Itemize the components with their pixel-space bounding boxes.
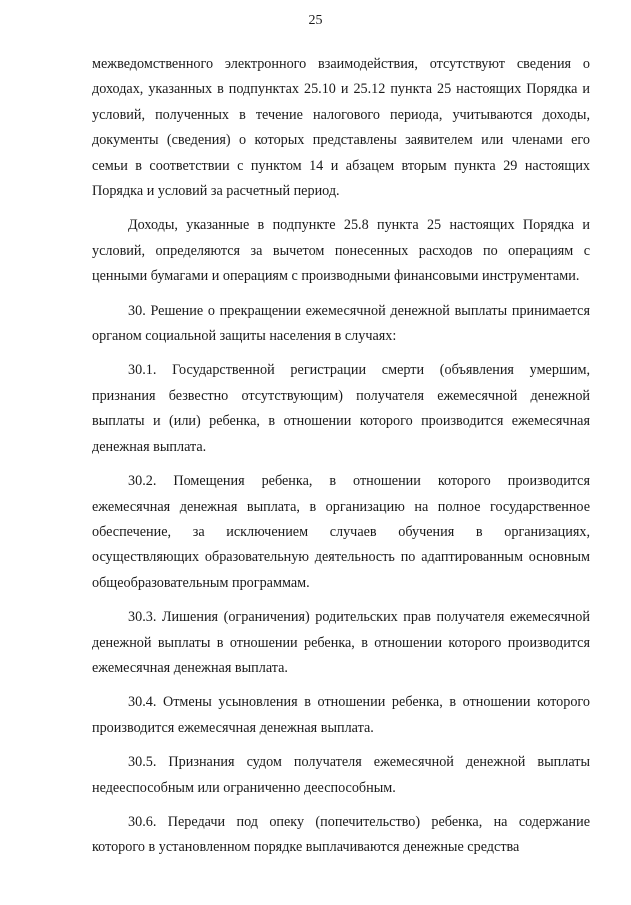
paragraph-30-2: 30.2. Помещения ребенка, в отношении которого производится ежемесячная денежная выплата, в организацию на полное государственное обеспечение, за исключением случаев обучения в организациях, осуществляющих образовательную деятельность по адаптированным основным общеобразовательным программам. [92, 473, 590, 591]
paragraph-30-6: 30.6. Передачи под опеку (попечительство) ребенка, на содержание которого в установленном порядке выплачиваются денежные средства [92, 813, 590, 856]
paragraph-30-4: 30.4. Отмены усыновления в отношении ребенка, в отношении которого производится ежемесячная денежная выплата. [92, 694, 590, 736]
page-number: 25 [308, 13, 323, 28]
paragraph-continuation: межведомственного электронного взаимодействия, отсутствуют сведения о доходах, указанных в подпунктах 25.10 и 25.12 пункта 25 настоящих Порядка и условий, полученных в течение налогового периода, учитываются доходы, документы (сведения) о которых представлены заявителем или членами его семьи в соответствии с пунктом 14 и абзацем вторым пункта 29 настоящих Порядка и условий за расчетный период. [92, 56, 590, 200]
paragraph-income-deduction: Доходы, указанные в подпункте 25.8 пункта 25 настоящих Порядка и условий, определяются за вычетом понесенных расходов по операциям с ценными бумагами и операциям с производными финансовыми инструментами. [92, 217, 590, 285]
paragraph-30: 30. Решение о прекращении ежемесячной денежной выплаты принимается органом социальной защиты населения в случаях: [92, 302, 590, 345]
paragraph-30-3: 30.3. Лишения (ограничения) родительских прав получателя ежемесячной денежной выплаты в отношении ребенка, в отношении которого производится ежемесячная денежная выплата. [92, 609, 590, 676]
body-text [92, 52, 590, 870]
paragraph-30-1: 30.1. Государственной регистрации смерти (объявления умершим, признания безвестно отсутствующим) получателя ежемесячной денежной выплаты и (или) ребенка, в отношении которого производится ежемесячная денежная выплата. [92, 362, 590, 455]
paragraph-30-5: 30.5. Признания судом получателя ежемесячной денежной выплаты недееспособным или ограниченно дееспособным. [92, 754, 590, 796]
